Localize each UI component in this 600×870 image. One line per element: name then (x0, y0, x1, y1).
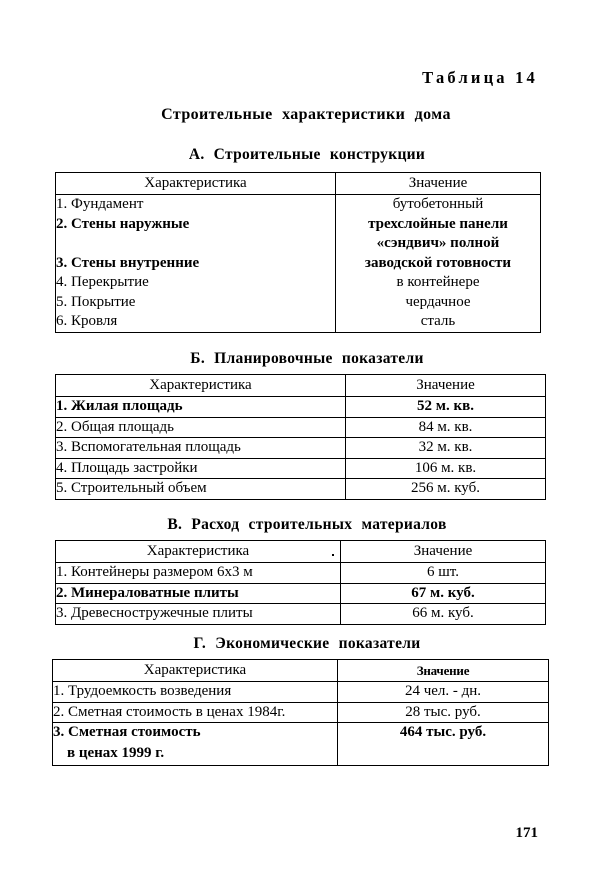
table-row (53, 682, 549, 703)
list-item: 4. Перекрытие (56, 274, 149, 290)
table-row (56, 604, 546, 625)
value-line: в контейнере (396, 274, 480, 290)
row-label: 3. Вспомогательная площадь (56, 438, 346, 459)
table-row (56, 458, 546, 479)
row-value: 106 м. кв. (346, 458, 546, 479)
table-number-label: Таблица 14 (422, 68, 538, 87)
row-label-line-1: 3. Сметная стоимость (53, 724, 201, 740)
table-row (53, 702, 549, 723)
table-a-header-value: Значение (336, 173, 541, 195)
table-d-header-value: Значение (338, 660, 549, 682)
page-title: Строительные характеристики дома (161, 106, 451, 123)
section-c (0, 516, 600, 621)
list-item: 6. Кровля (56, 313, 118, 329)
row-value: 32 м. кв. (346, 438, 546, 459)
table-row (56, 397, 546, 418)
table-d-economics (52, 659, 549, 766)
table-a-labels-cell (56, 195, 336, 333)
table-d-header-row (53, 660, 549, 682)
value-line: «сэндвич» полной (376, 235, 500, 251)
table-a-header-row (56, 173, 541, 195)
row-value: 84 м. кв. (346, 417, 546, 438)
table-row (56, 479, 546, 500)
table-a-construction (55, 172, 541, 333)
row-label: 2. Сметная стоимость в ценах 1984г. (53, 702, 338, 723)
row-label: 1. Жилая площадь (56, 397, 346, 418)
row-label: 3. Древесностружечные плиты (56, 604, 341, 625)
row-label-line-2: в ценах 1999 г. (67, 745, 165, 761)
section-c-heading: В. Расход строительных материалов (167, 516, 447, 533)
section-a-heading: А. Строительные конструкции (188, 146, 426, 163)
page-number: 171 (515, 825, 538, 841)
list-item: 5. Покрытие (56, 293, 136, 310)
row-value: 66 м. куб. (341, 604, 546, 625)
row-label: 1. Контейнеры размером 6х3 м (56, 563, 341, 584)
scan-artifact-dot (332, 554, 334, 556)
value-line: чердачное (405, 293, 471, 310)
table-row (56, 195, 541, 333)
row-label-multiline (53, 723, 338, 766)
list-item: 2. Стены наружные (56, 215, 190, 232)
list-item: 1. Фундамент (56, 196, 144, 212)
table-b-header-row (56, 375, 546, 397)
value-line: сталь (420, 313, 456, 329)
table-d-header-characteristic: Характеристика (53, 660, 338, 682)
row-value: 52 м. кв. (346, 397, 546, 418)
table-b-planning (55, 374, 546, 500)
table-row (56, 583, 546, 604)
value-line: бутобетонный (392, 196, 484, 212)
section-d (0, 635, 600, 761)
row-label: 1. Трудоемкость возведения (53, 682, 338, 703)
table-c-header-characteristic (56, 541, 341, 563)
table-row (53, 723, 549, 766)
row-value: 6 шт. (341, 563, 546, 584)
list-item: 3. Стены внутренние (56, 254, 200, 271)
table-row (56, 438, 546, 459)
section-b (0, 350, 600, 496)
table-row (56, 417, 546, 438)
table-c-materials (55, 540, 546, 625)
row-value: 256 м. куб. (346, 479, 546, 500)
row-label: 2. Минераловатные плиты (56, 583, 341, 604)
table-a-values-cell (336, 195, 541, 333)
table-c-header-row (56, 541, 546, 563)
row-label: 2. Общая площадь (56, 417, 346, 438)
row-value: 28 тыс. руб. (338, 702, 549, 723)
table-row (56, 563, 546, 584)
table-a-header-characteristic: Характеристика (56, 173, 336, 195)
table-c-header-value: Значение (341, 541, 546, 563)
section-a (0, 146, 600, 329)
row-label: 4. Площадь застройки (56, 458, 346, 479)
row-label: 5. Строительный объем (56, 479, 346, 500)
table-b-header-value: Значение (346, 375, 546, 397)
value-line: заводской готовности (364, 254, 512, 271)
row-value-multiline (338, 723, 549, 766)
row-value: 24 чел. - дн. (338, 682, 549, 703)
table-c-header-characteristic-text: Характеристика (146, 543, 250, 559)
value-line: трехслойные панели (368, 215, 508, 232)
row-value-text: 464 тыс. руб. (399, 724, 487, 740)
row-value: 67 м. куб. (341, 583, 546, 604)
table-b-header-characteristic: Характеристика (56, 375, 346, 397)
section-b-heading: Б. Планировочные показатели (190, 350, 424, 367)
section-d-heading: Г. Экономические показатели (193, 635, 421, 652)
